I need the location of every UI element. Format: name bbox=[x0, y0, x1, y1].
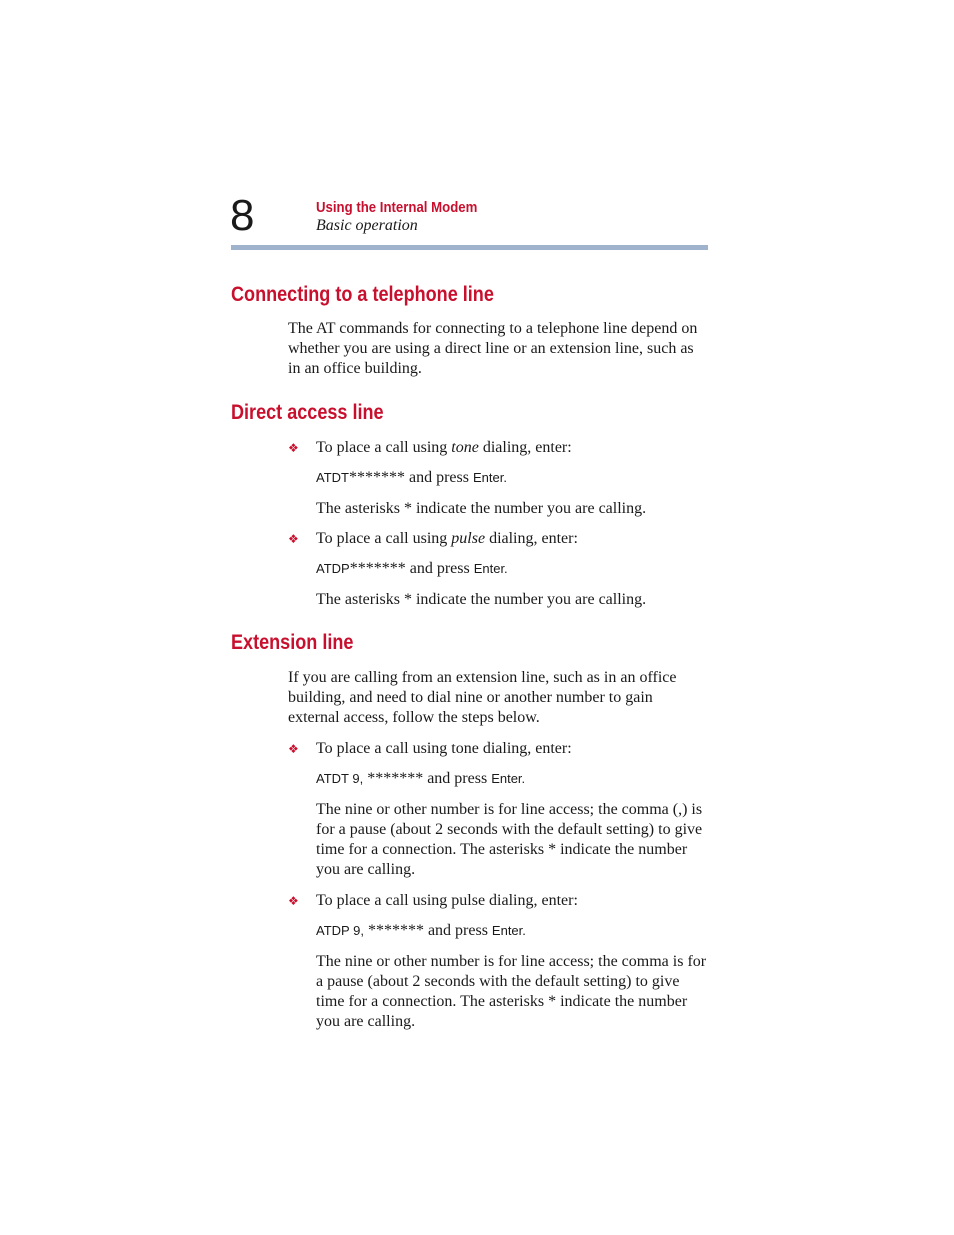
key-name: Enter. bbox=[472, 470, 507, 485]
command-row: ATDP******* and press Enter. bbox=[316, 560, 508, 577]
command-row: ATDP 9, ******* and press Enter. bbox=[316, 922, 526, 939]
heading-extension-line: Extension line bbox=[231, 631, 354, 654]
list-item: ❖ To place a call using pulse dialing, enter: bbox=[288, 892, 578, 909]
note: The asterisks * indicate the number you are calling. bbox=[316, 500, 647, 517]
note: The asterisks * indicate the number you are calling. bbox=[316, 591, 647, 608]
diamond-bullet-icon: ❖ bbox=[288, 894, 299, 908]
intro-extension: If you are calling from an extension line, such as in an office building, and need to dial nine or another number to gain external access, follow the steps below. bbox=[288, 669, 677, 726]
diamond-bullet-icon: ❖ bbox=[288, 532, 299, 546]
page-number: 8 bbox=[230, 191, 254, 240]
diamond-bullet-icon: ❖ bbox=[288, 742, 299, 756]
key-name: Enter. bbox=[473, 561, 508, 576]
heading-direct-access: Direct access line bbox=[231, 401, 384, 424]
note: The nine or other number is for line access; the comma is for a pause (about 2 seconds with the default setting) to give time for a connection. The asterisks * indicate the number you are calling. bbox=[316, 953, 707, 1030]
list-item: ❖ To place a call using pulse dialing, enter: bbox=[288, 530, 578, 547]
header-rule bbox=[231, 245, 708, 250]
key-name: Enter. bbox=[491, 923, 526, 938]
chapter-title: Using the Internal Modem bbox=[316, 199, 478, 216]
at-command: ATDT bbox=[316, 470, 349, 485]
heading-connecting: Connecting to a telephone line bbox=[231, 283, 494, 306]
at-command: ATDP 9, bbox=[316, 923, 364, 938]
note: The nine or other number is for line access; the comma (,) is for a pause (about 2 seconds with the default setting) to give time for a connection. The asterisks * indicate the number you are calling. bbox=[316, 801, 703, 878]
list-item: ❖ To place a call using tone dialing, enter: bbox=[288, 740, 572, 757]
diamond-bullet-icon: ❖ bbox=[288, 441, 299, 455]
key-name: Enter. bbox=[491, 771, 526, 786]
at-command: ATDP bbox=[316, 561, 350, 576]
command-row: ATDT 9, ******* and press Enter. bbox=[316, 770, 526, 787]
intro-connecting: The AT commands for connecting to a telephone line depend on whether you are using a direct line or an extension line, such as in an office building. bbox=[288, 320, 698, 377]
section-title: Basic operation bbox=[316, 217, 418, 234]
at-command: ATDT 9, bbox=[316, 771, 364, 786]
list-item: ❖ To place a call using tone dialing, enter: bbox=[288, 439, 572, 456]
command-row: ATDT******* and press Enter. bbox=[316, 469, 507, 486]
